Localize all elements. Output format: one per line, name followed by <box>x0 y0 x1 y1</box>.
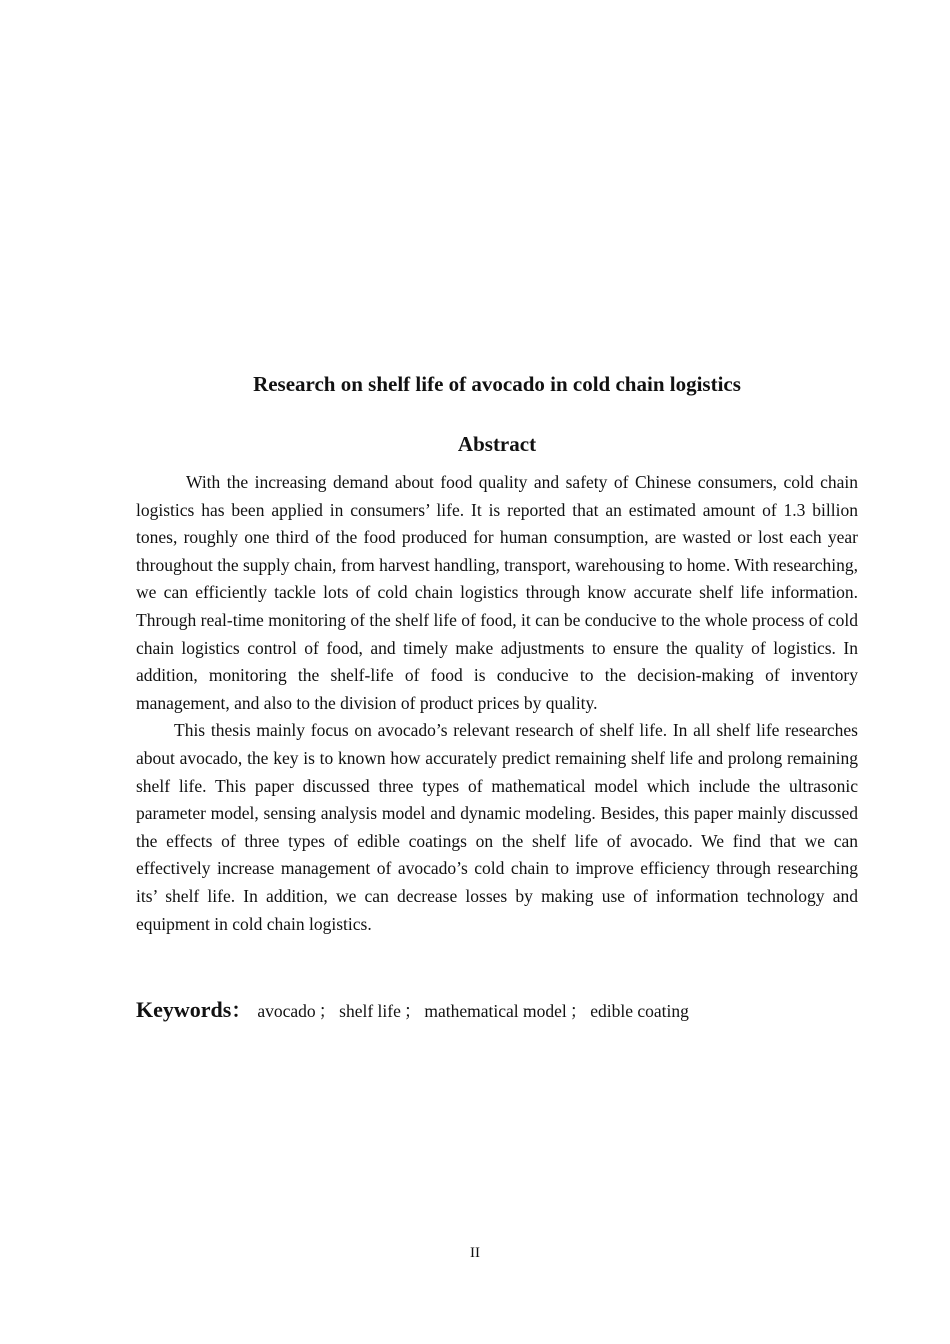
keyword-item: mathematical model <box>424 1001 567 1021</box>
paper-title: Research on shelf life of avocado in cold chain logistics <box>253 372 741 396</box>
page-number: II <box>470 1245 480 1261</box>
keywords-colon: ： <box>231 1000 252 1022</box>
keyword-separator: ； <box>569 1001 588 1021</box>
abstract-paragraph-1: With the increasing demand about food quality and safety of Chinese consumers, cold chain logistics has been applied in consumers’ life. It is reported that an estimated amount of 1.3 billion tones, roughly one third of the food produced for human consumption, are wasted or lost each year throughout the supply chain, from harvest handling, transport, warehousing to home. With researching, we can efficiently tackle lots of cold chain logistics through know accurate shelf life information. Through real-time monitoring of the shelf life of food, it can be conducive to the whole process of cold chain logistics control of food, and timely make adjustments to ensure the quality of logistics. In addition, monitoring the shelf-life of food is conducive to the decision-making of inventory management, and also to the division of product prices by quality. <box>136 472 858 713</box>
abstract-heading: Abstract <box>457 432 537 456</box>
keywords-label: Keywords <box>136 997 232 1022</box>
keyword-separator: ； <box>403 1001 422 1021</box>
keyword-item: shelf life <box>339 1001 401 1021</box>
keyword-separator: ； <box>318 1001 337 1021</box>
keyword-item: avocado <box>257 1001 316 1021</box>
keyword-item: edible coating <box>590 1001 689 1021</box>
keywords-line <box>136 994 858 1027</box>
abstract-body <box>136 469 858 938</box>
abstract-paragraph-2: This thesis mainly focus on avocado’s relevant research of shelf life. In all shelf life researches about avocado, the key is to known how accurately predict remaining shelf life and prolong remaining shelf life. This paper discussed three types of mathematical model which include the ultrasonic parameter model, sensing analysis model and dynamic modeling. Besides, this paper mainly discussed the effects of three types of edible coatings on the shelf life of avocado. We find that we can effectively increase management of avocado’s cold chain to improve efficiency through researching its’ shelf life. In addition, we can decrease losses by making use of information technology and equipment in cold chain logistics. <box>136 720 858 934</box>
